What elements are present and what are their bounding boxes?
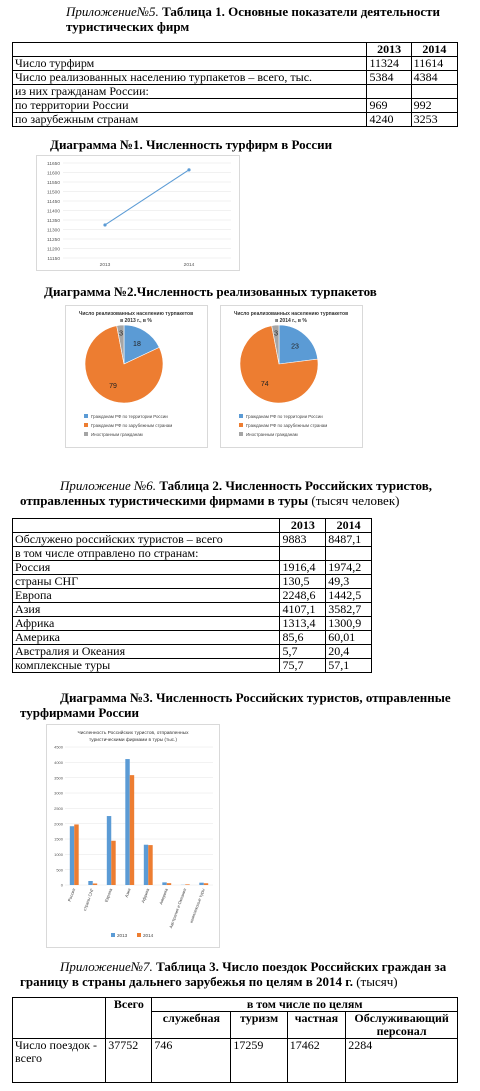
pie-chart-2014: [221, 306, 362, 447]
table-cell: 5384: [367, 71, 411, 85]
bar: [74, 824, 78, 885]
table-cell: страны СНГ: [13, 575, 280, 589]
legend-label: Гражданам РФ по зарубежным странам: [91, 423, 173, 428]
table-cell: [13, 519, 280, 533]
table-header-2013: 2013: [367, 43, 411, 57]
appendix6-title: Таблица 2. Численность Российских туристов, отправленных туристическими фирмами в туры: [20, 478, 432, 508]
y-tick-label: 11500: [47, 190, 60, 196]
legend-swatch: [84, 423, 88, 427]
bar: [162, 882, 166, 885]
legend-swatch: [239, 432, 243, 436]
table-cell: 49,3: [326, 575, 372, 589]
y-tick-label: 4000: [54, 759, 63, 765]
table-header-2014: 2014: [411, 43, 457, 57]
y-tick-label: 11550: [47, 180, 60, 186]
pie-slice-label: 3: [274, 330, 279, 338]
table-row: [13, 43, 458, 57]
y-tick-label: 1000: [54, 851, 63, 857]
table-cell: 3582,7: [326, 603, 372, 617]
table-cell: 5,7: [280, 645, 326, 659]
table-row: [13, 575, 372, 589]
legend-swatch: [137, 933, 141, 937]
y-tick-label: 3500: [54, 775, 63, 781]
line-chart: [37, 156, 239, 270]
table-row: [13, 998, 458, 1012]
table-cell: [280, 547, 326, 561]
legend-label: Гражданам РФ по территории России: [91, 414, 168, 419]
table-cell: 4107,1: [280, 603, 326, 617]
table-header-2014: 2014: [326, 519, 372, 533]
table-row: [13, 1039, 458, 1083]
table-cell: 3253: [411, 113, 457, 127]
appendix6-label: Приложение №6.: [60, 478, 157, 493]
table-cell: по зарубежным странам: [13, 113, 367, 127]
bar: [204, 883, 208, 885]
table-2: [12, 518, 372, 673]
bar: [148, 845, 152, 885]
appendix7-heading: [20, 959, 460, 989]
diagram1-title-text: Диаграмма №1. Численность турфирм в России: [50, 137, 333, 152]
pie-slice-label: 23: [291, 343, 299, 351]
appendix7-label: Приложение№7.: [60, 959, 153, 974]
table-cell: 8487,1: [326, 533, 372, 547]
table-row: [13, 603, 372, 617]
table-3: [12, 997, 458, 1083]
table-row: [13, 113, 458, 127]
diagram3-title-text: Диаграмма №3. Численность Российских туристов, отправленные турфирмами России: [20, 690, 451, 720]
table-cell: 130,5: [280, 575, 326, 589]
table-cell: 1313,4: [280, 617, 326, 631]
table-row: [13, 533, 372, 547]
table-cell: 20,4: [326, 645, 372, 659]
bar: [125, 759, 129, 885]
table-cell: [13, 998, 106, 1039]
table-row: [13, 561, 372, 575]
table-header-tourism: туризм: [231, 1012, 287, 1039]
table-cell: 2248,6: [280, 589, 326, 603]
table-row: [13, 519, 372, 533]
table-header-total: Всего: [106, 998, 152, 1039]
table-cell: 17462: [287, 1039, 345, 1083]
bar: [88, 881, 92, 885]
bar: [199, 883, 203, 885]
bar-chart-frame: [46, 724, 220, 948]
table-row: [13, 617, 372, 631]
table-cell: Азия: [13, 603, 280, 617]
table-cell: 85,6: [280, 631, 326, 645]
legend-label: 2013: [117, 933, 128, 938]
legend-label: Иностранным гражданам: [246, 432, 298, 437]
legend-label: Гражданам РФ по зарубежным странам: [246, 423, 328, 428]
series-line: [105, 170, 189, 225]
table-1: [12, 42, 458, 127]
y-tick-label: 11350: [47, 218, 60, 224]
y-tick-label: 0: [60, 882, 63, 888]
diagram3-title: [20, 690, 460, 720]
legend-swatch: [84, 432, 88, 436]
appendix6-heading: [20, 478, 460, 508]
bar-chart-title: Численность Российских туристов, отправленных: [77, 731, 189, 736]
table-header-2013: 2013: [280, 519, 326, 533]
table-header-staff: Обслуживающий персонал: [346, 1012, 458, 1039]
y-tick-label: 500: [56, 867, 63, 873]
y-tick-label: 11450: [47, 199, 60, 205]
table-row: [13, 57, 458, 71]
legend-swatch: [239, 414, 243, 418]
legend-swatch: [239, 423, 243, 427]
table-row: [13, 645, 372, 659]
table-cell: Австралия и Океания: [13, 645, 280, 659]
table-cell: комплексные туры: [13, 659, 280, 673]
appendix7-unit: (тысяч): [356, 974, 398, 989]
table-row: [13, 631, 372, 645]
pie-title: в 2013 г., в %: [120, 318, 152, 324]
x-tick-label: Европа: [103, 887, 114, 903]
table-header-purposes: в том числе по целям: [152, 998, 458, 1012]
table-header-business: служебная: [152, 1012, 231, 1039]
bar: [70, 826, 74, 885]
table-cell: 75,7: [280, 659, 326, 673]
x-tick-label: Австралия и Океания: [168, 887, 188, 929]
table-cell: 992: [411, 99, 457, 113]
table-cell: 9883: [280, 533, 326, 547]
x-tick-label: Америка: [158, 887, 169, 906]
table-cell: Европа: [13, 589, 280, 603]
y-tick-label: 2000: [54, 821, 63, 827]
table-cell: 1916,4: [280, 561, 326, 575]
table-header-private: частная: [287, 1012, 345, 1039]
table-cell: Обслужено российских туристов – всего: [13, 533, 280, 547]
bar: [144, 845, 148, 885]
table-cell: 60,01: [326, 631, 372, 645]
pie-chart-2013-frame: [65, 305, 208, 448]
x-tick-label: Азия: [123, 887, 132, 899]
table-row: [13, 659, 372, 673]
table-cell: [13, 43, 367, 57]
table-row: [13, 71, 458, 85]
table-cell: [411, 85, 457, 99]
table-cell: Америка: [13, 631, 280, 645]
table-row: [13, 589, 372, 603]
y-tick-label: 4500: [54, 744, 63, 750]
x-tick-label: комплексные туры: [188, 887, 206, 924]
y-tick-label: 3000: [54, 790, 63, 796]
x-tick-label: страны СНГ: [81, 887, 95, 912]
pie-chart-2013: [66, 306, 207, 447]
table-cell: [326, 547, 372, 561]
table-cell: 4384: [411, 71, 457, 85]
table-cell: 1442,5: [326, 589, 372, 603]
bar: [167, 883, 171, 885]
legend-swatch: [84, 414, 88, 418]
pie-slice-label: 3: [119, 330, 124, 338]
x-tick-label: 2013: [99, 263, 111, 268]
y-tick-label: 11250: [47, 237, 60, 243]
table-cell: [367, 85, 411, 99]
table-cell: 11324: [367, 57, 411, 71]
table-cell: 746: [152, 1039, 231, 1083]
table-cell: Число поездок - всего: [13, 1039, 106, 1083]
table-cell: 37752: [106, 1039, 152, 1083]
bar: [111, 841, 115, 885]
y-tick-label: 11200: [47, 247, 60, 253]
table-cell: Россия: [13, 561, 280, 575]
table-row: [13, 547, 372, 561]
table-cell: 17259: [231, 1039, 287, 1083]
table-cell: 57,1: [326, 659, 372, 673]
bar-chart: [47, 725, 219, 947]
appendix6-unit: (тысяч человек): [311, 493, 400, 508]
table-cell: Африка: [13, 617, 280, 631]
y-tick-label: 11300: [47, 228, 60, 234]
data-point: [187, 168, 190, 171]
table-cell: Число реализованных населению турпакетов – всего, тыс.: [13, 71, 367, 85]
pie-slice-label: 74: [260, 381, 269, 389]
legend-label: 2014: [143, 933, 154, 938]
diagram2-title: [44, 284, 377, 299]
diagram1-title: [50, 137, 332, 152]
y-tick-label: 11650: [47, 161, 60, 167]
table-row: [13, 85, 458, 99]
table-row: [13, 99, 458, 113]
appendix5-label: Приложение№5.: [66, 4, 159, 19]
pie-slice-label: 18: [133, 341, 141, 349]
pie-title: Число реализованных населению турпакетов: [233, 311, 349, 317]
y-tick-label: 11400: [47, 209, 60, 215]
table-cell: по территории России: [13, 99, 367, 113]
bar: [93, 883, 97, 885]
pie-chart-2014-frame: [220, 305, 363, 448]
bar: [185, 884, 189, 885]
table-cell: 969: [367, 99, 411, 113]
x-tick-label: Россия: [66, 887, 77, 903]
line-chart-frame: [36, 155, 240, 271]
table-cell: 4240: [367, 113, 411, 127]
bar-chart-title: туристическими фирмами в туры (тыс.): [89, 738, 177, 743]
y-tick-label: 11150: [47, 256, 60, 262]
appendix5-title: Таблица 1. Основные показатели деятельности туристических фирм: [66, 4, 441, 34]
legend-label: Иностранным гражданам: [91, 432, 143, 437]
table-cell: 1974,2: [326, 561, 372, 575]
y-tick-label: 2500: [54, 805, 63, 811]
x-tick-label: 2014: [183, 263, 195, 268]
appendix5-heading: [66, 4, 466, 34]
data-point: [103, 223, 106, 226]
x-tick-label: Африка: [140, 887, 151, 904]
table-cell: 2284: [346, 1039, 458, 1083]
bar: [130, 775, 134, 885]
table-cell: 11614: [411, 57, 457, 71]
pie-slice-label: 79: [109, 383, 117, 391]
diagram2-title-text: Диаграмма №2.Численность реализованных турпакетов: [44, 284, 377, 299]
pie-title: Число реализованных населению турпакетов: [78, 311, 194, 317]
y-tick-label: 1500: [54, 836, 63, 842]
pie-title: в 2014 г., в %: [275, 318, 307, 324]
table-cell: 1300,9: [326, 617, 372, 631]
table-cell: Число турфирм: [13, 57, 367, 71]
legend-label: Гражданам РФ по территории России: [246, 414, 323, 419]
appendix7-title: Таблица 3. Число поездок Российских граждан за границу в страны дальнего зарубежья по целям в 2014 г.: [20, 959, 447, 989]
table-cell: в том числе отправлено по странам:: [13, 547, 280, 561]
table-cell: из них гражданам России:: [13, 85, 367, 99]
legend-swatch: [111, 933, 115, 937]
y-tick-label: 11600: [47, 171, 60, 177]
bar: [107, 816, 111, 885]
